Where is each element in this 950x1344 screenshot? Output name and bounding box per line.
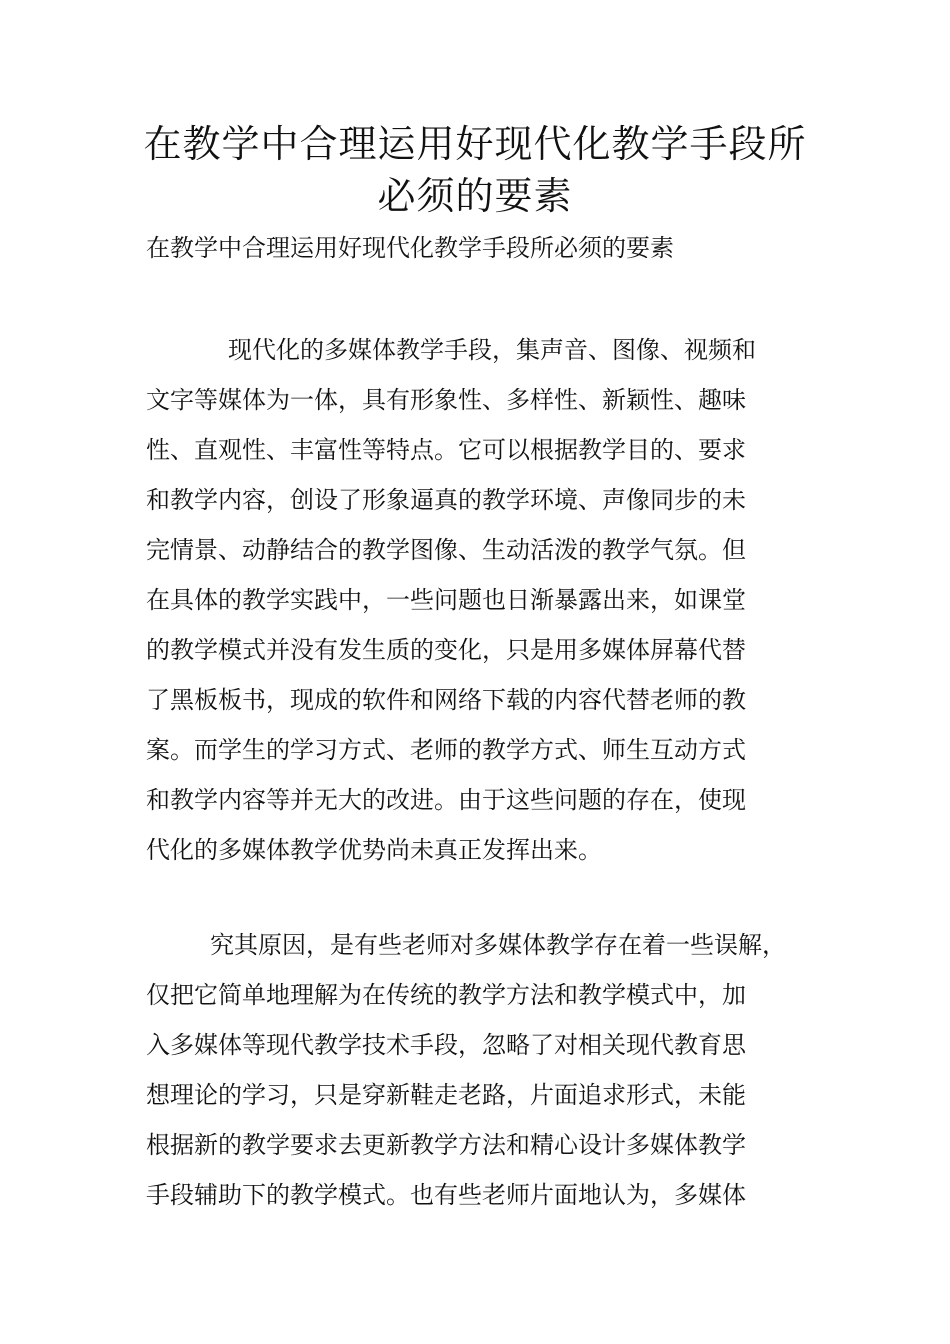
paragraph-line: 代化的多媒体教学优势尚未真正发挥出来。: [146, 836, 602, 864]
paragraph-line: 性、直观性、丰富性等特点。它可以根据教学目的、要求: [146, 436, 746, 464]
paragraph-line: 现代化的多媒体教学手段，集声音、图像、视频和: [228, 336, 756, 364]
paragraph-line: 完情景、动静结合的教学图像、生动活泼的教学气氛。但: [146, 536, 746, 564]
paragraph-line: 和教学内容，创设了形象逼真的教学环境、声像同步的未: [146, 486, 746, 514]
paragraph-1: [146, 325, 810, 875]
document-subtitle: 在教学中合理运用好现代化教学手段所必须的要素: [146, 234, 674, 262]
paragraph-line: 究其原因，是有些老师对多媒体教学存在着一些误解，: [210, 931, 786, 959]
paragraph-line: 和教学内容等并无大的改进。由于这些问题的存在，使现: [146, 786, 746, 814]
document-title: [120, 118, 830, 222]
paragraph-line: 想理论的学习，只是穿新鞋走老路，片面追求形式，未能: [146, 1081, 746, 1109]
paragraph-line: 了黑板板书，现成的软件和网络下载的内容代替老师的教: [146, 686, 746, 714]
paragraph-line: 手段辅助下的教学模式。也有些老师片面地认为，多媒体: [146, 1181, 746, 1209]
paragraph-line: 入多媒体等现代教学技术手段，忽略了对相关现代教育思: [146, 1031, 746, 1059]
title-line-1: 在教学中合理运用好现代化教学手段所: [143, 122, 807, 166]
paragraph-line: 的教学模式并没有发生质的变化，只是用多媒体屏幕代替: [146, 636, 746, 664]
paragraph-2: [146, 920, 810, 1220]
title-line-2: 必须的要素: [377, 174, 573, 218]
paragraph-line: 在具体的教学实践中，一些问题也日渐暴露出来，如课堂: [146, 586, 746, 614]
paragraph-line: 文字等媒体为一体，具有形象性、多样性、新颖性、趣味: [146, 386, 746, 414]
paragraph-line: 根据新的教学要求去更新教学方法和精心设计多媒体教学: [146, 1131, 746, 1159]
paragraph-line: 案。而学生的学习方式、老师的教学方式、师生互动方式: [146, 736, 746, 764]
paragraph-line: 仅把它简单地理解为在传统的教学方法和教学模式中，加: [146, 981, 746, 1009]
